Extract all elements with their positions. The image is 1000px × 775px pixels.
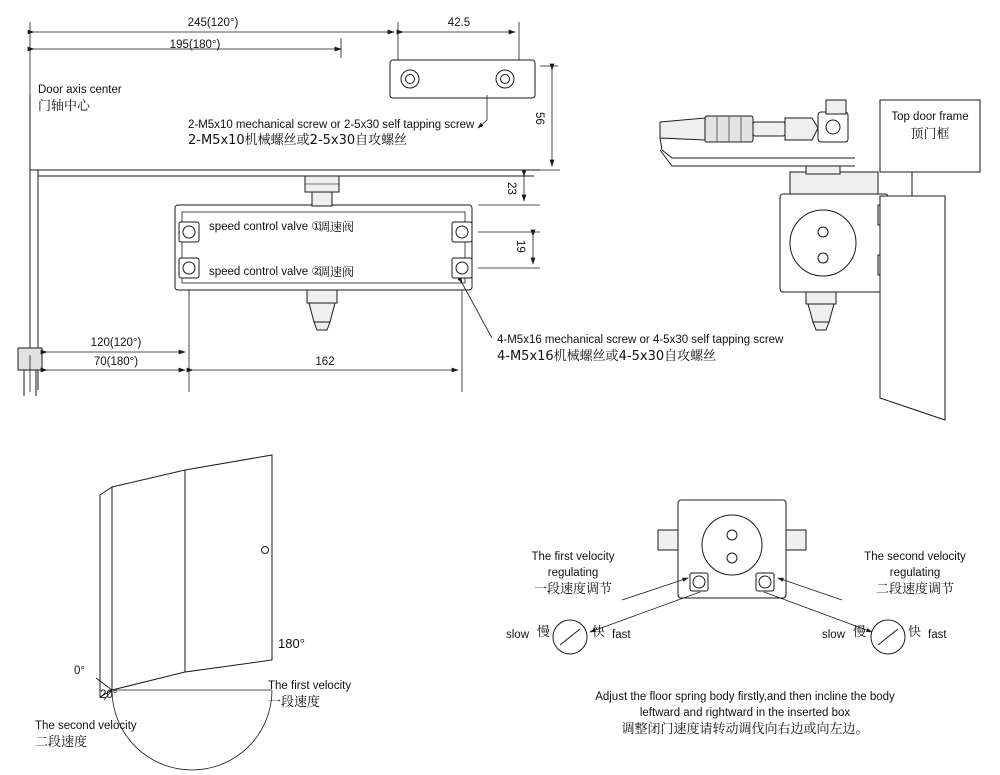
dim-70: 70(180°) — [93, 356, 139, 368]
dim-42-5: 42.5 — [447, 17, 471, 29]
angle-0: 0° — [74, 665, 85, 677]
dim-19: 19 — [514, 240, 526, 253]
adjust-note-cn: 调整闭门速度请转动调伐向右边或向左边。 — [621, 722, 869, 737]
dim-162: 162 — [315, 356, 335, 368]
dim-23: 23 — [505, 182, 517, 195]
second-velocity-cn: 二段速度 — [35, 735, 88, 750]
second-velocity-regulating-cn: 二段速度调节 — [875, 582, 954, 597]
top-door-frame-cn: 顶门框 — [910, 127, 950, 142]
screw-note-bottom-en: 4-M5x16 mechanical screw or 4-5x30 self tapping screw — [497, 334, 784, 346]
second-velocity-regulating-en-2: regulating — [889, 567, 941, 579]
first-velocity-cn: 一段速度 — [268, 695, 321, 710]
screw-note-top-en: 2-M5x10 mechanical screw or 2-5x30 self tapping screw — [188, 119, 475, 131]
angle-20: 20° — [100, 689, 118, 701]
first-velocity-en: The first velocity — [268, 680, 352, 692]
dim-195: 195(180°) — [169, 39, 221, 51]
right-fast-cn: 快 — [908, 625, 922, 640]
valve-1-label-cn: 调速阀 — [318, 220, 355, 234]
valve-2-label-en: speed control valve ② — [209, 266, 322, 278]
screw-note-bottom-cn: 4-M5x16机械螺丝或4-5x30自攻螺丝 — [497, 349, 717, 364]
left-slow-en: slow — [506, 629, 530, 641]
dim-120: 120(120°) — [90, 337, 142, 349]
first-velocity-regulating-en-1: The first velocity — [531, 551, 615, 563]
screw-note-top-cn: 2-M5x10机械螺丝或2-5x30自攻螺丝 — [188, 133, 408, 148]
door-axis-label-en: Door axis center — [38, 84, 122, 96]
top-door-frame-en: Top door frame — [891, 111, 969, 123]
angle-180: 180° — [278, 636, 305, 651]
dim-245: 245(120°) — [187, 17, 239, 29]
door-axis-label-cn: 门轴中心 — [38, 99, 91, 114]
first-velocity-regulating-en-2: regulating — [547, 567, 599, 579]
left-fast-cn: 快 — [592, 625, 606, 640]
left-fast-en: fast — [612, 629, 631, 641]
second-velocity-en: The second velocity — [35, 720, 137, 732]
valve-2-label-cn: 调速阀 — [318, 265, 355, 279]
adjust-note-en-1: Adjust the floor spring body firstly,and then incline the body — [595, 691, 895, 703]
dim-56: 56 — [533, 112, 545, 125]
right-slow-cn: 慢 — [853, 625, 867, 640]
left-slow-cn: 慢 — [537, 625, 551, 640]
second-velocity-regulating-en-1: The second velocity — [864, 551, 966, 563]
right-slow-en: slow — [822, 629, 846, 641]
valve-1-label-en: speed control valve ① — [209, 221, 322, 233]
right-fast-en: fast — [928, 629, 947, 641]
first-velocity-regulating-cn: 一段速度调节 — [533, 582, 612, 597]
adjust-note-en-2: leftward and rightward in the inserted box — [639, 707, 851, 719]
